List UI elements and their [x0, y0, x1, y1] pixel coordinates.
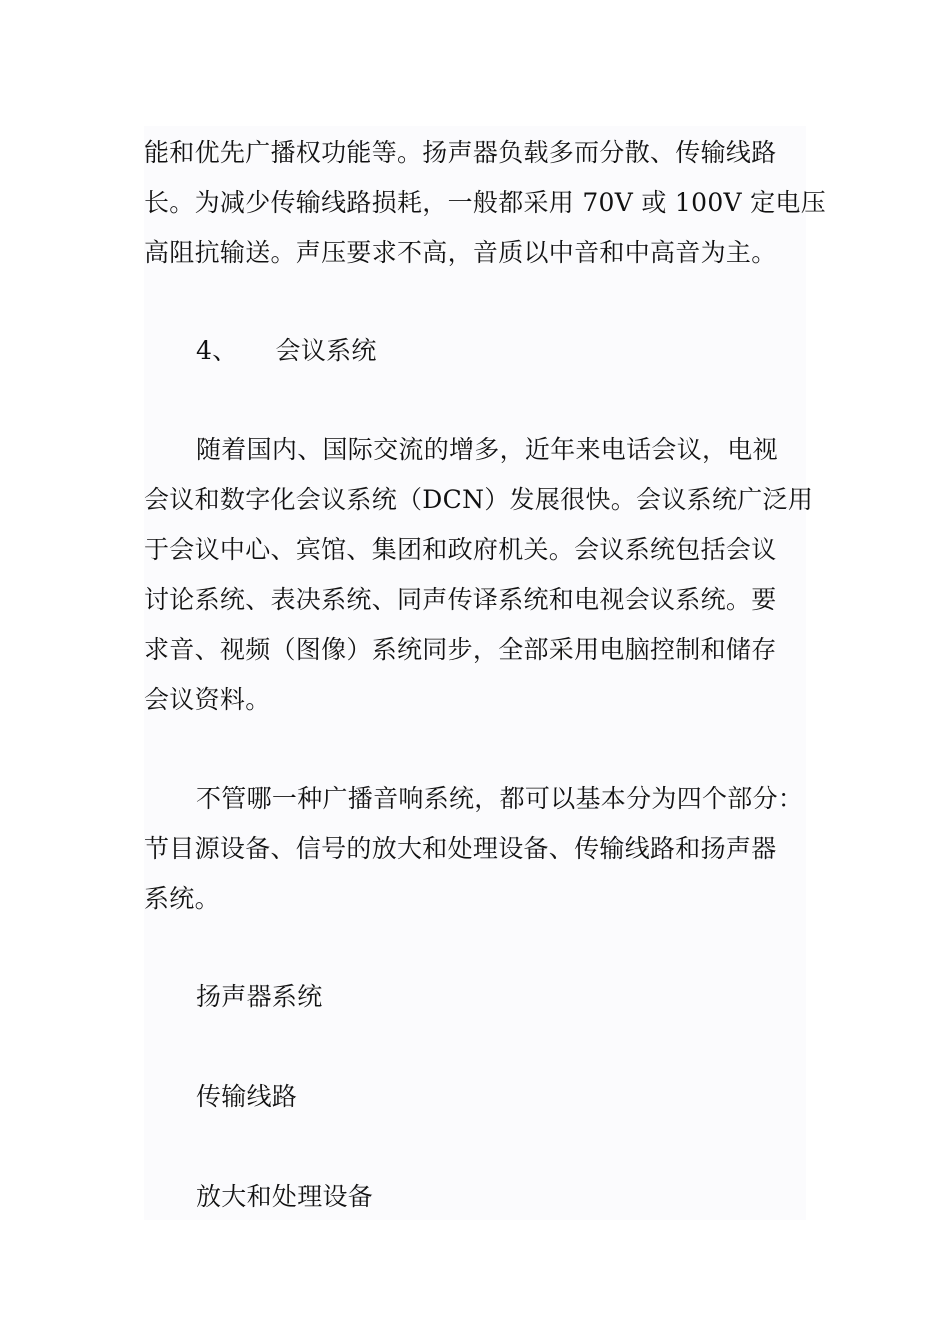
text-line: 高阻抗输送。声压要求不高，音质以中音和中高音为主。 — [144, 238, 777, 267]
document-body — [144, 126, 827, 1220]
text-line: 会议资料。 — [144, 685, 271, 714]
text-line: 讨论系统、表决系统、同声传译系统和电视会议系统。要 — [144, 585, 777, 614]
text-line: 节目源设备、信号的放大和处理设备、传输线路和扬声器 — [144, 834, 777, 863]
paragraph-four-parts — [144, 774, 806, 924]
paragraph-conference-system — [144, 425, 814, 725]
item-text: 扬声器系统 — [196, 982, 323, 1011]
text-line: 会议和数字化会议系统（DCN）发展很快。会议系统广泛用 — [144, 485, 814, 514]
item-text: 传输线路 — [196, 1082, 298, 1111]
heading-text: 会议系统 — [275, 336, 377, 365]
text-line: 求音、视频（图像）系统同步，全部采用电脑控制和储存 — [144, 635, 777, 664]
paragraph-broadcast-continuation — [144, 128, 827, 278]
list-item-amplification-processing — [144, 1172, 806, 1222]
text-line: 系统。 — [144, 884, 220, 913]
text-line: 能和优先广播权功能等。扬声器负载多而分散、传输线路 — [144, 138, 777, 167]
text-line: 不管哪一种广播音响系统，都可以基本分为四个部分： — [196, 784, 804, 813]
text-line: 长。为减少传输线路损耗，一般都采用 70V 或 100V 定电压 — [144, 188, 827, 217]
heading-number: 4、 — [196, 336, 238, 365]
section-heading-conference-system — [144, 326, 806, 376]
list-item-speaker-system — [144, 972, 806, 1022]
item-text: 放大和处理设备 — [196, 1182, 374, 1211]
list-item-transmission-line — [144, 1072, 806, 1122]
text-line: 随着国内、国际交流的增多，近年来电话会议，电视 — [196, 435, 778, 464]
text-line: 于会议中心、宾馆、集团和政府机关。会议系统包括会议 — [144, 535, 777, 564]
